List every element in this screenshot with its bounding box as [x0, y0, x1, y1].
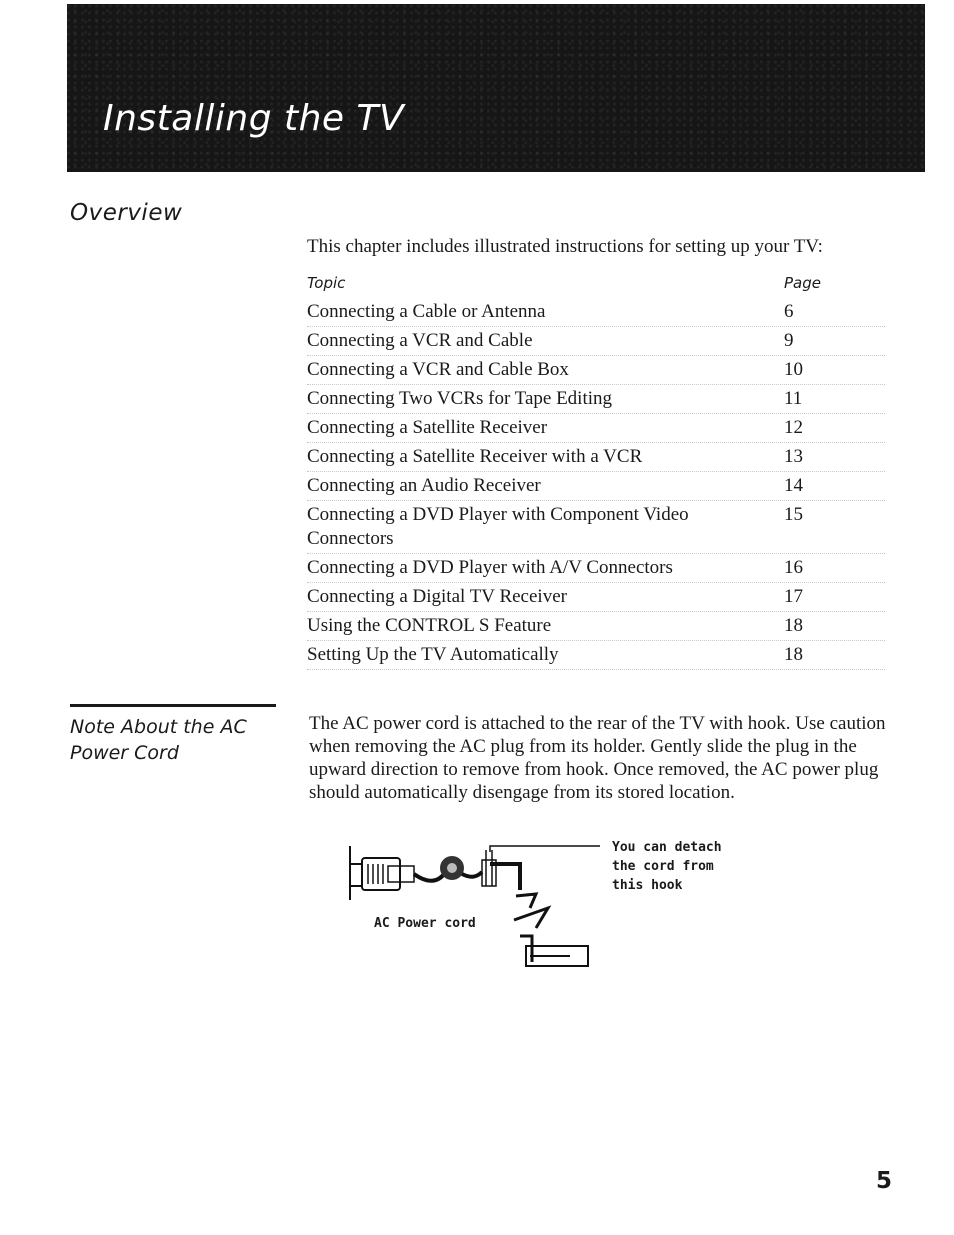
page-cell: 6 [784, 301, 794, 322]
note-body: The AC power cord is attached to the rear of the TV with hook. Use caution when removing the AC plug from its holder. Gently slide the plug in the upward direction to remove from hook. Once removed, the AC power plug should automatically disengage from its stored location. [309, 713, 886, 803]
page-cell: 11 [784, 388, 803, 409]
page-cell: 13 [784, 446, 803, 467]
page-column-header: Page [784, 274, 821, 292]
page-cell: 14 [784, 475, 803, 496]
topic-table [307, 268, 885, 670]
topic-cell: Connecting a Satellite Receiver with a VCR [307, 446, 643, 467]
page-cell: 15 [784, 504, 803, 525]
page-cell: 17 [784, 586, 803, 607]
hook-label-line: You can detach [612, 840, 722, 855]
section-rule [70, 704, 276, 707]
page-number: 5 [876, 1168, 893, 1194]
topic-cell: Connecting a VCR and Cable [307, 330, 533, 351]
topic-cell: Connecting a Cable or Antenna [307, 301, 546, 322]
topic-cell: Connecting a Satellite Receiver [307, 417, 548, 438]
table-row [307, 356, 885, 385]
overview-heading: Overview [70, 200, 183, 226]
page-cell: 18 [784, 615, 803, 636]
table-row [307, 501, 885, 554]
topic-column-header: Topic [307, 274, 346, 292]
table-row [307, 554, 885, 583]
table-row [307, 385, 885, 414]
note-heading: Note About the AC Power Cord [70, 716, 247, 764]
table-row [307, 443, 885, 472]
topic-cell: Connecting an Audio Receiver [307, 475, 541, 496]
table-row [307, 414, 885, 443]
page-cell: 16 [784, 557, 803, 578]
power-cord-illustration [340, 838, 730, 978]
hook-label [612, 838, 722, 895]
table-row [307, 612, 885, 641]
topic-cell: Connecting a VCR and Cable Box [307, 359, 569, 380]
page-cell: 12 [784, 417, 803, 438]
chapter-title: Installing the TV [103, 98, 405, 139]
cord-label: AC Power cord [374, 916, 476, 931]
topic-cell: Connecting a DVD Player with A/V Connectors [307, 557, 673, 578]
overview-intro: This chapter includes illustrated instructions for setting up your TV: [307, 236, 823, 257]
table-row [307, 641, 885, 670]
page-cell: 10 [784, 359, 803, 380]
table-row [307, 583, 885, 612]
topic-cell: Setting Up the TV Automatically [307, 644, 559, 665]
topic-table-body [307, 298, 885, 670]
topic-cell: Connecting a DVD Player with Component Video Connectors [307, 504, 689, 549]
topic-table-header [307, 268, 885, 298]
table-row [307, 472, 885, 501]
table-row [307, 298, 885, 327]
hook-label-line: this hook [612, 878, 683, 893]
page-cell: 9 [784, 330, 794, 351]
topic-cell: Connecting a Digital TV Receiver [307, 586, 567, 607]
topic-cell: Using the CONTROL S Feature [307, 615, 552, 636]
table-row [307, 327, 885, 356]
hook-label-line: the cord from [612, 859, 714, 874]
chapter-banner [67, 4, 925, 172]
topic-cell: Connecting Two VCRs for Tape Editing [307, 388, 613, 409]
page-cell: 18 [784, 644, 803, 665]
